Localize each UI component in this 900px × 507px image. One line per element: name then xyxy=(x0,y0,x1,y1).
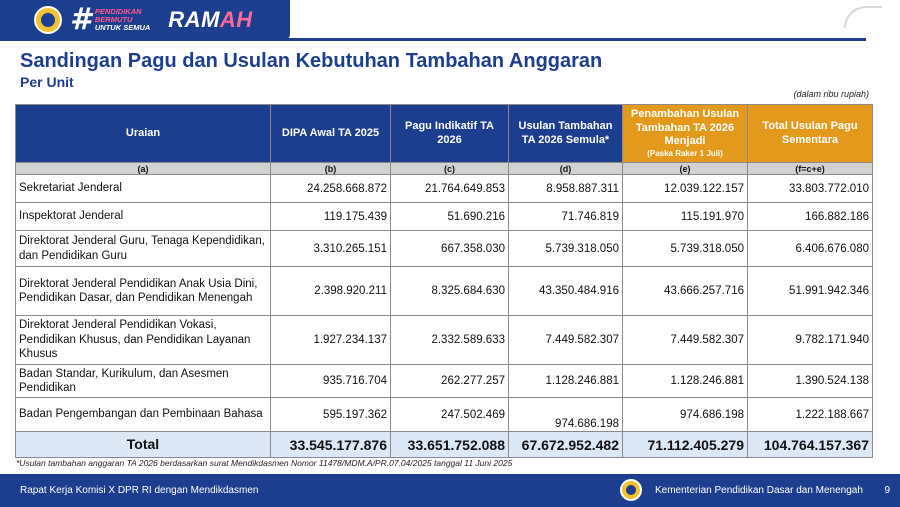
cell-pagu-indikatif: 8.325.684.630 xyxy=(391,267,509,316)
cell-total-usulan: 166.882.186 xyxy=(748,203,873,231)
cell-total-usulan: 1.390.524.138 xyxy=(748,365,873,398)
cell-dipa-awal: 24.258.668.872 xyxy=(271,175,391,203)
cell-usulan-tambahan: 8.958.887.311 xyxy=(509,175,623,203)
cell-penambahan: 1.128.246.881 xyxy=(623,365,748,398)
row-label: Direktorat Jenderal Pendidikan Vokasi, Pendidikan Khusus, dan Pendidikan Layanan Khusus xyxy=(16,316,271,365)
table-row xyxy=(16,267,873,316)
cell-dipa-awal: 1.927.234.137 xyxy=(271,316,391,365)
ramah-logo xyxy=(168,7,252,33)
table-row xyxy=(16,231,873,267)
header-penambahan-label: Penambahan Usulan Tambahan TA 2026 Menjadi xyxy=(630,108,740,147)
cell-usulan-tambahan: 974.686.198 xyxy=(509,398,623,432)
cell-dipa-awal: 2.398.920.211 xyxy=(271,267,391,316)
total-dipa-awal: 33.545.177.876 xyxy=(271,432,391,458)
ministry-logo-icon xyxy=(620,479,642,501)
cell-penambahan: 115.191.970 xyxy=(623,203,748,231)
footer-event-title: Rapat Kerja Komisi X DPR RI dengan Mendikdasmen xyxy=(20,485,259,496)
cell-dipa-awal: 595.197.362 xyxy=(271,398,391,432)
cell-penambahan: 974.686.198 xyxy=(623,398,748,432)
page-number: 9 xyxy=(884,485,890,496)
header-penambahan-usulan xyxy=(623,105,748,163)
row-label: Direktorat Jenderal Pendidikan Anak Usia Dini, Pendidikan Dasar, dan Pendidikan Menengah xyxy=(16,267,271,316)
header-banner xyxy=(0,0,290,40)
cell-pagu-indikatif: 51.690.216 xyxy=(391,203,509,231)
cell-penambahan: 12.039.122.157 xyxy=(623,175,748,203)
cell-usulan-tambahan: 1.128.246.881 xyxy=(509,365,623,398)
header-divider xyxy=(0,38,866,41)
row-label: Sekretariat Jenderal xyxy=(16,175,271,203)
tagline-line-2: BERMUTU xyxy=(94,15,133,25)
cell-total-usulan: 33.803.772.010 xyxy=(748,175,873,203)
ramah-logo-main: RAM xyxy=(168,7,220,32)
letter-e: (e) xyxy=(623,163,748,175)
cell-penambahan: 43.666.257.716 xyxy=(623,267,748,316)
cell-usulan-tambahan: 5.739.318.050 xyxy=(509,231,623,267)
header-uraian: Uraian xyxy=(16,105,271,163)
cell-dipa-awal: 935.716.704 xyxy=(271,365,391,398)
table-row xyxy=(16,175,873,203)
row-label: Badan Standar, Kurikulum, dan Asesmen Pendidikan xyxy=(16,365,271,398)
cell-total-usulan: 9.782.171.940 xyxy=(748,316,873,365)
table-row xyxy=(16,203,873,231)
cell-total-usulan: 1.222.188.667 xyxy=(748,398,873,432)
table-row xyxy=(16,316,873,365)
cell-dipa-awal: 3.310.265.151 xyxy=(271,231,391,267)
cell-usulan-tambahan: 7.449.582.307 xyxy=(509,316,623,365)
cell-penambahan: 7.449.582.307 xyxy=(623,316,748,365)
letter-f: (f=c+e) xyxy=(748,163,873,175)
row-label: Inspektorat Jenderal xyxy=(16,203,271,231)
header-usulan-tambahan: Usulan Tambahan TA 2026 Semula* xyxy=(509,105,623,163)
table-row xyxy=(16,365,873,398)
ramah-logo-accent: AH xyxy=(219,7,253,32)
page-title: Sandingan Pagu dan Usulan Kebutuhan Tambahan Anggaran xyxy=(20,50,603,72)
cell-total-usulan: 51.991.942.346 xyxy=(748,267,873,316)
cell-pagu-indikatif: 262.277.257 xyxy=(391,365,509,398)
cell-usulan-tambahan: 43.350.484.916 xyxy=(509,267,623,316)
total-usulan-tambahan: 67.672.952.482 xyxy=(509,432,623,458)
header-pagu-indikatif: Pagu Indikatif TA 2026 xyxy=(391,105,509,163)
decorative-swoosh-icon xyxy=(844,6,882,28)
row-label: Badan Pengembangan dan Pembinaan Bahasa xyxy=(16,398,271,432)
row-label: Direktorat Jenderal Guru, Tenaga Kependidikan, dan Pendidikan Guru xyxy=(16,231,271,267)
total-usulan-pagu: 104.764.157.367 xyxy=(748,432,873,458)
cell-pagu-indikatif: 667.358.030 xyxy=(391,231,509,267)
total-penambahan: 71.112.405.279 xyxy=(623,432,748,458)
letter-a: (a) xyxy=(16,163,271,175)
table-row xyxy=(16,398,873,432)
cell-pagu-indikatif: 21.764.649.853 xyxy=(391,175,509,203)
column-letter-row xyxy=(16,163,873,175)
footnote: *Usulan tambahan anggaran TA 2026 berdasarkan surat Mendikdasmen Nomor 11478/MDM.A/PR.07.04/2025 tanggal 11 Juni 2025 xyxy=(16,458,513,468)
cell-total-usulan: 6.406.676.080 xyxy=(748,231,873,267)
letter-d: (d) xyxy=(509,163,623,175)
page-subtitle: Per Unit xyxy=(20,74,74,90)
total-label: Total xyxy=(16,432,271,458)
unit-note: (dalam ribu rupiah) xyxy=(793,89,869,99)
cell-usulan-tambahan: 71.746.819 xyxy=(509,203,623,231)
letter-b: (b) xyxy=(271,163,391,175)
header-dipa-awal: DIPA Awal TA 2025 xyxy=(271,105,391,163)
header-penambahan-note: (Paska Raker 1 Juli) xyxy=(647,148,723,158)
tagline xyxy=(95,8,150,32)
budget-table xyxy=(15,104,873,458)
hashtag-logo: # xyxy=(70,2,91,37)
cell-penambahan: 5.739.318.050 xyxy=(623,231,748,267)
cell-pagu-indikatif: 2.332.589.633 xyxy=(391,316,509,365)
header-total-usulan: Total Usulan Pagu Sementara xyxy=(748,105,873,163)
total-pagu-indikatif: 33.651.752.088 xyxy=(391,432,509,458)
tut-wuri-logo-icon xyxy=(34,6,62,34)
footer-ministry-name: Kementerian Pendidikan Dasar dan Menengah xyxy=(655,485,863,496)
cell-pagu-indikatif: 247.502.469 xyxy=(391,398,509,432)
tagline-line-3: UNTUK SEMUA xyxy=(94,22,151,32)
total-row xyxy=(16,432,873,458)
letter-c: (c) xyxy=(391,163,509,175)
tagline-line-1: PENDIDIKAN xyxy=(94,7,142,17)
cell-dipa-awal: 119.175.439 xyxy=(271,203,391,231)
footer-bar xyxy=(0,474,900,507)
